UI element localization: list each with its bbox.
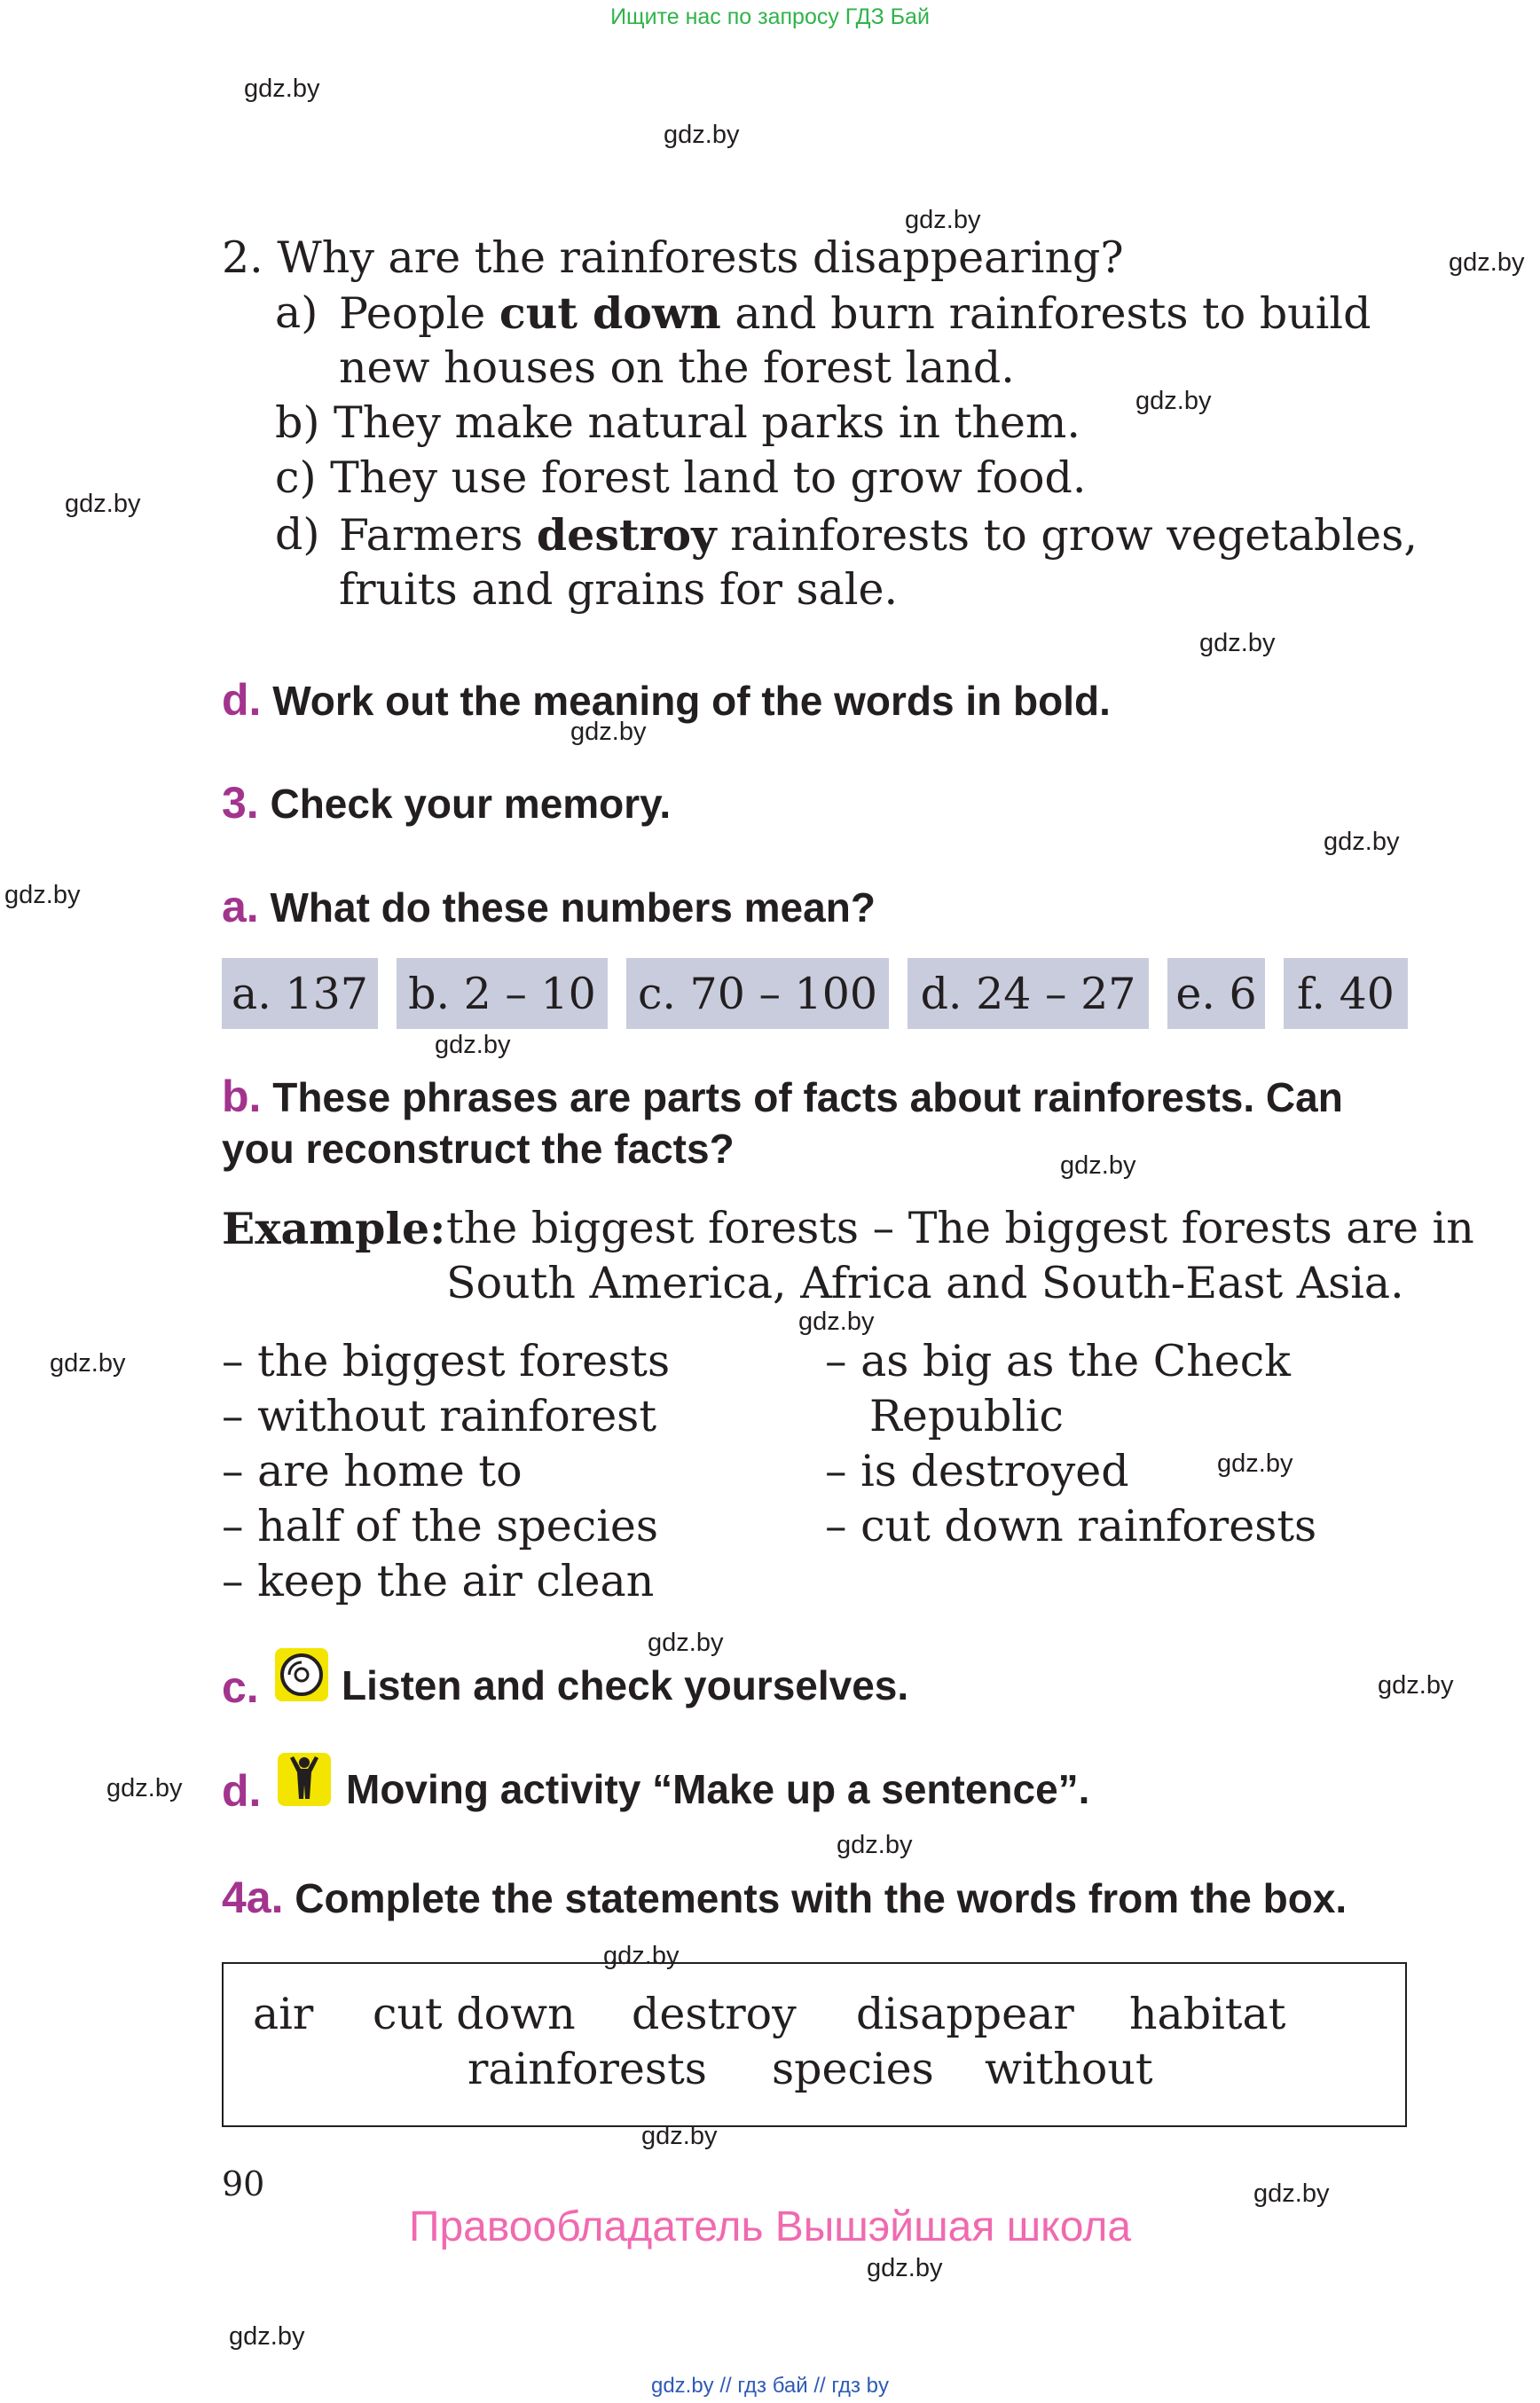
- number-box-d: d. 24 – 27: [908, 958, 1149, 1029]
- phrase-right-3: – cut down rainforests: [825, 1501, 1317, 1551]
- answer-b: b) They make natural parks in them.: [275, 397, 1080, 448]
- number-box-c: c. 70 – 100: [626, 958, 889, 1029]
- copyright-notice: Правообладатель Вышэйшая школа: [408, 2203, 1132, 2250]
- watermark: gdz.by: [229, 2322, 305, 2351]
- watermark: gdz.by: [1378, 1671, 1454, 1700]
- example-line1: the biggest forests – The biggest forests are in: [446, 1203, 1474, 1253]
- watermark: gdz.by: [244, 75, 320, 103]
- phrase-left-3: – are home to: [222, 1446, 522, 1496]
- watermark: gdz.by: [664, 121, 740, 149]
- word-destroy: destroy: [632, 1989, 797, 2039]
- watermark: gdz.by: [867, 2254, 943, 2282]
- watermark: gdz.by: [905, 206, 981, 234]
- watermark: gdz.by: [837, 1831, 913, 1859]
- word-without: without: [985, 2044, 1153, 2094]
- footer-links[interactable]: gdz.by // гдз бай // гдз by: [650, 2374, 890, 2398]
- answer-a-marker: a): [275, 287, 318, 338]
- watermark: gdz.by: [1199, 629, 1276, 657]
- number-box-a: a. 137: [222, 958, 378, 1029]
- page-number: 90: [222, 2164, 265, 2203]
- watermark: gdz.by: [435, 1031, 511, 1059]
- watermark: gdz.by: [1449, 248, 1525, 277]
- answer-d: Farmers destroy rainforests to grow vegetables,: [339, 509, 1418, 561]
- phrase-left-5: – keep the air clean: [222, 1556, 655, 1606]
- answer-a: People cut down and burn rainforests to build: [339, 287, 1371, 339]
- phrase-left-2: – without rainforest: [222, 1391, 657, 1441]
- answer-d-marker: d): [275, 509, 320, 560]
- task-3-heading: 3. Check your memory.: [222, 778, 672, 828]
- number-box-b: b. 2 – 10: [397, 958, 608, 1029]
- question-2: 2. Why are the rainforests disappearing?: [222, 232, 1124, 283]
- watermark: gdz.by: [603, 1942, 680, 1970]
- example-line2: South America, Africa and South-East Asia.: [446, 1258, 1404, 1308]
- watermark: gdz.by: [50, 1349, 126, 1378]
- header-note: Ищите нас по запросу ГДЗ Бай: [610, 4, 930, 29]
- watermark: gdz.by: [1217, 1449, 1293, 1478]
- number-box-e: e. 6: [1167, 958, 1265, 1029]
- word-rainforests: rainforests: [468, 2044, 707, 2094]
- watermark: gdz.by: [1060, 1151, 1136, 1180]
- watermark: gdz.by: [1253, 2179, 1330, 2208]
- watermark: gdz.by: [1324, 828, 1400, 856]
- phrase-left-4: – half of the species: [222, 1501, 659, 1551]
- answer-a-line2: new houses on the forest land.: [339, 342, 1015, 393]
- task-3b-heading: b. These phrases are parts of facts about rainforests. Can you reconstruct the facts?: [222, 1072, 1343, 1172]
- task-3a-heading: a. What do these numbers mean?: [222, 882, 876, 931]
- watermark: gdz.by: [570, 718, 647, 746]
- example-label: Example:: [222, 1203, 446, 1254]
- watermark: gdz.by: [641, 2122, 718, 2150]
- phrase-left-1: – the biggest forests: [222, 1336, 671, 1386]
- watermark: gdz.by: [65, 490, 141, 518]
- word-cut-down: cut down: [373, 1989, 576, 2039]
- word-habitat: habitat: [1129, 1989, 1286, 2039]
- watermark: gdz.by: [4, 881, 81, 909]
- number-box-f: f. 40: [1284, 958, 1408, 1029]
- watermark: gdz.by: [648, 1629, 724, 1657]
- task-3d-heading: d.: [222, 1766, 262, 1816]
- phrase-right-1: – as big as the Check: [825, 1336, 1291, 1386]
- watermark: gdz.by: [1135, 387, 1212, 415]
- watermark: gdz.by: [798, 1308, 875, 1336]
- answer-c: c) They use forest land to grow food.: [275, 452, 1087, 503]
- word-species: species: [772, 2044, 934, 2094]
- phrase-right-2: – is destroyed: [825, 1446, 1129, 1496]
- task-3c-text: Listen and check yourselves.: [342, 1662, 909, 1708]
- answer-d-line2: fruits and grains for sale.: [339, 564, 899, 615]
- task-3c-heading: c.: [222, 1662, 259, 1712]
- task-3d-text: Moving activity “Make up a sentence”.: [346, 1766, 1090, 1812]
- watermark: gdz.by: [106, 1774, 183, 1802]
- moving-person-icon[interactable]: [278, 1753, 331, 1806]
- cd-audio-icon[interactable]: [275, 1648, 328, 1701]
- word-disappear: disappear: [856, 1989, 1074, 2039]
- task-d-heading: d. Work out the meaning of the words in bold.: [222, 675, 1111, 725]
- word-air: air: [253, 1989, 314, 2039]
- phrase-right-1-cont: Republic: [869, 1391, 1064, 1441]
- task-4a-heading: 4a. Complete the statements with the words from the box.: [222, 1873, 1348, 1922]
